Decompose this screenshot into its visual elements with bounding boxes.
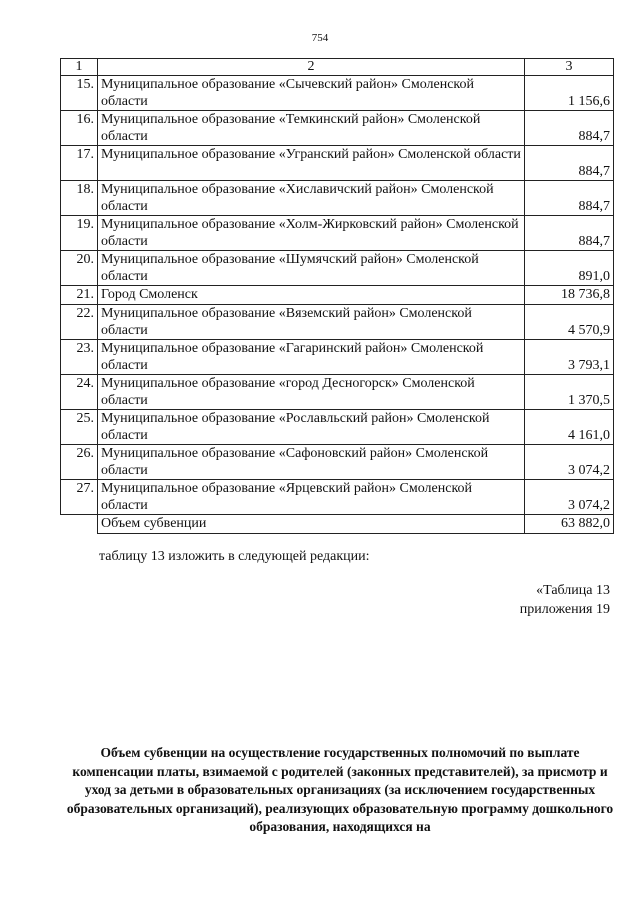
row-number: 15. (61, 76, 98, 111)
row-name: Муниципальное образование «Сафоновский район» Смоленской области (98, 445, 525, 480)
table-header-row (61, 59, 614, 76)
table-row (61, 375, 614, 410)
header-cell-num: 1 (61, 59, 98, 76)
row-name: Муниципальное образование «Вяземский район» Смоленской области (98, 305, 525, 340)
page-number: 754 (311, 32, 329, 44)
row-name: Муниципальное образование «Шумячский район» Смоленской области (98, 251, 525, 286)
row-number: 16. (61, 111, 98, 146)
row-number: 20. (61, 251, 98, 286)
row-value: 891,0 (525, 251, 614, 286)
row-value: 884,7 (525, 216, 614, 251)
row-name: Муниципальное образование «Ярцевский район» Смоленской области (98, 480, 525, 515)
table-row (61, 410, 614, 445)
row-value: 884,7 (525, 146, 614, 181)
row-number: 25. (61, 410, 98, 445)
row-number: 22. (61, 305, 98, 340)
row-number: 21. (61, 286, 98, 305)
row-name: Муниципальное образование «Рославльский район» Смоленской области (98, 410, 525, 445)
row-number: 18. (61, 181, 98, 216)
row-number: 24. (61, 375, 98, 410)
header-cell-name: 2 (98, 59, 525, 76)
table-row (61, 480, 614, 515)
row-value: 4 161,0 (525, 410, 614, 445)
row-value: 3 793,1 (525, 340, 614, 375)
row-name: Муниципальное образование «Сычевский район» Смоленской области (98, 76, 525, 111)
row-value: 18 736,8 (525, 286, 614, 305)
row-number: 27. (61, 480, 98, 515)
instruction-text: таблицу 13 изложить в следующей редакции: (99, 549, 370, 564)
table-row (61, 146, 614, 181)
row-value: 3 074,2 (525, 480, 614, 515)
total-label: Объем субвенции (98, 515, 525, 534)
table-row (61, 216, 614, 251)
table-row (61, 286, 614, 305)
table-reference (520, 581, 610, 619)
row-number: 17. (61, 146, 98, 181)
row-name: Муниципальное образование «Гагаринский район» Смоленской области (98, 340, 525, 375)
total-row (61, 515, 614, 534)
row-name: Муниципальное образование «город Десногорск» Смоленской области (98, 375, 525, 410)
row-name: Муниципальное образование «Угранский район» Смоленской области (98, 146, 525, 181)
subsidy-table (60, 58, 614, 534)
row-name: Муниципальное образование «Холм-Жирковский район» Смоленской области (98, 216, 525, 251)
row-number: 26. (61, 445, 98, 480)
row-value: 4 570,9 (525, 305, 614, 340)
row-value: 1 156,6 (525, 76, 614, 111)
row-number: 19. (61, 216, 98, 251)
row-value: 884,7 (525, 181, 614, 216)
table-row (61, 340, 614, 375)
row-value: 3 074,2 (525, 445, 614, 480)
table-row (61, 251, 614, 286)
row-name: Муниципальное образование «Темкинский район» Смоленской области (98, 111, 525, 146)
table-row (61, 181, 614, 216)
total-empty-cell (61, 515, 98, 534)
table-row (61, 76, 614, 111)
row-value: 1 370,5 (525, 375, 614, 410)
table-reference-line2: приложения 19 (519, 602, 610, 617)
section-heading: Объем субвенции на осуществление государственных полномочий по выплате компенсации платы, взимаемой с родителей (законных представителей), за присмотр и уход за детьми в образовательных организациях (за исключением государственных образовательных организаций), реализующих образовательную программу дошкольного образования, находящихся на (66, 745, 614, 834)
header-cell-value: 3 (525, 59, 614, 76)
table-row (61, 445, 614, 480)
row-number: 23. (61, 340, 98, 375)
row-name: Город Смоленск (98, 286, 525, 305)
table-reference-line1: «Таблица 13 (536, 583, 610, 598)
table-row (61, 305, 614, 340)
row-value: 884,7 (525, 111, 614, 146)
total-value: 63 882,0 (525, 515, 614, 534)
table-row (61, 111, 614, 146)
row-name: Муниципальное образование «Хиславичский район» Смоленской области (98, 181, 525, 216)
